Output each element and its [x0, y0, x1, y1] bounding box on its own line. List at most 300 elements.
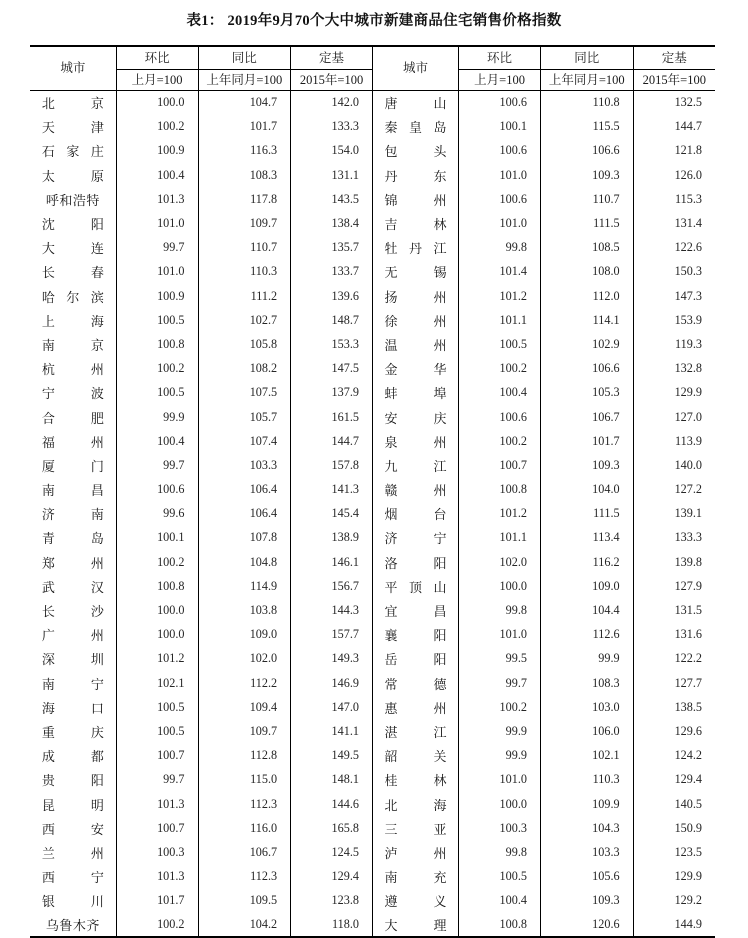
city-name: 三亚: [372, 816, 458, 840]
header-base-tb-right: 上年同月=100: [540, 70, 633, 91]
value-hb: 100.5: [459, 332, 541, 356]
value-hb: 100.8: [116, 574, 198, 598]
value-dj: 147.3: [633, 284, 715, 308]
table-row: [30, 405, 715, 429]
city-name: 无锡: [372, 260, 458, 284]
value-hb: 100.4: [116, 163, 198, 187]
value-tb: 117.8: [198, 187, 291, 211]
value-hb: 100.8: [459, 913, 541, 937]
value-hb: 100.7: [116, 816, 198, 840]
value-dj: 139.1: [633, 502, 715, 526]
value-hb: 100.4: [459, 889, 541, 913]
value-tb: 114.9: [198, 574, 291, 598]
value-hb: 100.5: [116, 695, 198, 719]
page-title: 表1： 2019年9月70个大中城市新建商品住宅销售价格指数: [186, 13, 562, 29]
city-name: 长沙: [41, 604, 104, 620]
table-row: [30, 647, 715, 671]
value-hb: 99.7: [116, 236, 198, 260]
table-row: [30, 429, 715, 453]
value-hb: 99.9: [459, 744, 541, 768]
value-hb: 100.2: [116, 550, 198, 574]
value-tb: 111.5: [540, 211, 633, 235]
value-tb: 103.3: [198, 453, 291, 477]
value-hb: 100.2: [116, 357, 198, 381]
value-dj: 145.4: [291, 502, 373, 526]
value-dj: 153.3: [291, 332, 373, 356]
value-tb: 115.0: [198, 768, 291, 792]
city-name: 温州: [372, 332, 458, 356]
value-dj: 144.3: [291, 598, 373, 622]
value-hb: 100.0: [116, 91, 198, 115]
city-name: 西宁: [41, 870, 104, 886]
value-dj: 124.2: [633, 744, 715, 768]
value-hb: 101.1: [459, 308, 541, 332]
value-tb: 106.7: [540, 405, 633, 429]
value-tb: 116.0: [198, 816, 291, 840]
value-tb: 102.9: [540, 332, 633, 356]
value-tb: 106.4: [198, 502, 291, 526]
table-row: [30, 332, 715, 356]
value-dj: 153.9: [633, 308, 715, 332]
value-dj: 141.3: [291, 478, 373, 502]
value-tb: 103.8: [198, 598, 291, 622]
value-hb: 100.4: [116, 429, 198, 453]
value-hb: 100.6: [459, 187, 541, 211]
value-hb: 101.0: [459, 768, 541, 792]
city-name: 锦州: [372, 187, 458, 211]
value-dj: 144.9: [633, 913, 715, 937]
value-dj: 144.6: [291, 792, 373, 816]
value-dj: 133.3: [633, 526, 715, 550]
city-name: 安庆: [372, 405, 458, 429]
value-tb: 112.2: [198, 671, 291, 695]
value-dj: 127.0: [633, 405, 715, 429]
value-tb: 112.6: [540, 623, 633, 647]
value-tb: 105.3: [540, 381, 633, 405]
value-tb: 109.0: [540, 574, 633, 598]
city-name: 太原: [41, 168, 104, 184]
value-dj: 115.3: [633, 187, 715, 211]
city-name: 石家庄: [41, 144, 104, 160]
table-row: [30, 502, 715, 526]
value-dj: 154.0: [291, 139, 373, 163]
value-dj: 132.8: [633, 357, 715, 381]
city-name: 上海: [41, 313, 104, 329]
header-base-hb-left: 上月=100: [116, 70, 198, 91]
value-dj: 123.5: [633, 840, 715, 864]
value-dj: 146.9: [291, 671, 373, 695]
city-name: 宁波: [41, 386, 104, 402]
city-name: 成都: [41, 749, 104, 765]
value-hb: 101.7: [116, 889, 198, 913]
value-dj: 140.0: [633, 453, 715, 477]
value-tb: 109.4: [198, 695, 291, 719]
value-hb: 100.2: [116, 913, 198, 937]
value-hb: 101.0: [459, 211, 541, 235]
value-tb: 112.0: [540, 284, 633, 308]
table-row: [30, 671, 715, 695]
city-name: 徐州: [372, 308, 458, 332]
city-name: 烟台: [372, 502, 458, 526]
city-name: 兰州: [41, 845, 104, 861]
city-name: 哈尔滨: [41, 289, 104, 305]
value-tb: 109.3: [540, 889, 633, 913]
value-hb: 101.4: [459, 260, 541, 284]
city-name: 遵义: [372, 889, 458, 913]
value-tb: 109.0: [198, 623, 291, 647]
value-dj: 139.8: [633, 550, 715, 574]
value-hb: 100.5: [116, 308, 198, 332]
value-hb: 99.7: [459, 671, 541, 695]
city-name: 金华: [372, 357, 458, 381]
value-tb: 111.2: [198, 284, 291, 308]
value-dj: 118.0: [291, 913, 373, 937]
value-dj: 113.9: [633, 429, 715, 453]
value-hb: 100.0: [116, 598, 198, 622]
table-row: [30, 598, 715, 622]
value-dj: 138.9: [291, 526, 373, 550]
value-tb: 104.2: [198, 913, 291, 937]
header-base-hb-right: 上月=100: [459, 70, 541, 91]
table-body: [30, 91, 715, 938]
city-name: 海口: [41, 700, 104, 716]
value-hb: 100.9: [116, 284, 198, 308]
value-hb: 100.8: [116, 332, 198, 356]
value-tb: 104.7: [198, 91, 291, 115]
city-name: 洛阳: [372, 550, 458, 574]
table-row: [30, 91, 715, 115]
value-dj: 135.7: [291, 236, 373, 260]
value-tb: 107.8: [198, 526, 291, 550]
value-dj: 132.5: [633, 91, 715, 115]
header-group-dj-left: 定基: [291, 47, 373, 70]
value-hb: 99.7: [116, 768, 198, 792]
value-tb: 106.7: [198, 840, 291, 864]
value-hb: 99.6: [116, 502, 198, 526]
value-tb: 106.6: [540, 357, 633, 381]
value-hb: 101.0: [459, 623, 541, 647]
city-name: 银川: [41, 894, 104, 910]
value-dj: 143.5: [291, 187, 373, 211]
value-hb: 101.3: [116, 792, 198, 816]
city-name: 吉林: [372, 211, 458, 235]
city-name: 西安: [41, 821, 104, 837]
value-tb: 120.6: [540, 913, 633, 937]
value-hb: 99.8: [459, 598, 541, 622]
value-dj: 148.1: [291, 768, 373, 792]
value-hb: 99.8: [459, 236, 541, 260]
value-hb: 100.3: [459, 816, 541, 840]
value-hb: 101.2: [459, 502, 541, 526]
value-dj: 131.4: [633, 211, 715, 235]
city-name: 贵阳: [41, 773, 104, 789]
value-tb: 109.3: [540, 453, 633, 477]
value-dj: 150.3: [633, 260, 715, 284]
value-dj: 138.4: [291, 211, 373, 235]
table-row: [30, 284, 715, 308]
value-tb: 107.5: [198, 381, 291, 405]
city-name: 常德: [372, 671, 458, 695]
value-tb: 101.7: [198, 115, 291, 139]
value-hb: 101.0: [116, 260, 198, 284]
city-name: 赣州: [372, 478, 458, 502]
value-tb: 104.3: [540, 816, 633, 840]
value-dj: 131.1: [291, 163, 373, 187]
value-tb: 101.7: [540, 429, 633, 453]
table-row: [30, 550, 715, 574]
city-name: 蚌埠: [372, 381, 458, 405]
city-name: 北京: [41, 96, 104, 112]
value-dj: 121.8: [633, 139, 715, 163]
value-dj: 147.5: [291, 357, 373, 381]
value-dj: 129.2: [633, 889, 715, 913]
value-tb: 103.0: [540, 695, 633, 719]
value-dj: 150.9: [633, 816, 715, 840]
city-name: 济南: [41, 507, 104, 523]
value-dj: 149.5: [291, 744, 373, 768]
value-hb: 100.7: [116, 744, 198, 768]
value-dj: 144.7: [291, 429, 373, 453]
table-row: [30, 308, 715, 332]
value-hb: 100.1: [116, 526, 198, 550]
value-hb: 99.5: [459, 647, 541, 671]
value-tb: 107.4: [198, 429, 291, 453]
value-dj: 124.5: [291, 840, 373, 864]
city-name: 天津: [41, 120, 104, 136]
value-dj: 129.6: [633, 719, 715, 743]
city-name: 大连: [41, 241, 104, 257]
value-hb: 100.0: [459, 792, 541, 816]
table-row: [30, 768, 715, 792]
value-dj: 142.0: [291, 91, 373, 115]
header-group-hb-right: 环比: [459, 47, 541, 70]
value-tb: 108.0: [540, 260, 633, 284]
value-hb: 100.1: [459, 115, 541, 139]
value-tb: 106.0: [540, 719, 633, 743]
value-dj: 133.3: [291, 115, 373, 139]
city-name: 武汉: [41, 579, 104, 595]
value-dj: 127.9: [633, 574, 715, 598]
header-base-tb-left: 上年同月=100: [198, 70, 291, 91]
table-row: [30, 695, 715, 719]
value-tb: 109.5: [198, 889, 291, 913]
value-dj: 157.8: [291, 453, 373, 477]
table-row: [30, 792, 715, 816]
value-dj: 161.5: [291, 405, 373, 429]
header-city-left: 城市: [30, 47, 116, 91]
table-row: [30, 187, 715, 211]
value-hb: 101.3: [116, 865, 198, 889]
value-hb: 100.6: [116, 478, 198, 502]
value-dj: 131.5: [633, 598, 715, 622]
city-name: 郑州: [41, 555, 104, 571]
value-hb: 100.6: [459, 405, 541, 429]
price-index-table-container: [30, 45, 715, 938]
value-hb: 99.7: [116, 453, 198, 477]
value-hb: 101.2: [116, 647, 198, 671]
city-name: 泸州: [372, 840, 458, 864]
city-name: 合肥: [41, 410, 104, 426]
city-name: 大理: [372, 913, 458, 937]
header-group-tb-left: 同比: [198, 47, 291, 70]
value-dj: 131.6: [633, 623, 715, 647]
value-dj: 140.5: [633, 792, 715, 816]
value-tb: 112.3: [198, 865, 291, 889]
value-dj: 138.5: [633, 695, 715, 719]
table-row: [30, 163, 715, 187]
value-dj: 127.2: [633, 478, 715, 502]
value-hb: 100.7: [459, 453, 541, 477]
value-dj: 148.7: [291, 308, 373, 332]
value-hb: 101.0: [116, 211, 198, 235]
value-hb: 100.0: [459, 574, 541, 598]
value-hb: 100.6: [459, 139, 541, 163]
header-city-right: 城市: [372, 47, 458, 91]
value-hb: 102.1: [116, 671, 198, 695]
city-name: 泉州: [372, 429, 458, 453]
value-tb: 110.3: [198, 260, 291, 284]
value-hb: 100.6: [459, 91, 541, 115]
value-tb: 108.5: [540, 236, 633, 260]
value-dj: 165.8: [291, 816, 373, 840]
value-tb: 104.0: [540, 478, 633, 502]
value-dj: 129.9: [633, 381, 715, 405]
value-hb: 102.0: [459, 550, 541, 574]
value-tb: 115.5: [540, 115, 633, 139]
value-tb: 114.1: [540, 308, 633, 332]
value-tb: 108.2: [198, 357, 291, 381]
value-hb: 99.9: [116, 405, 198, 429]
value-tb: 104.8: [198, 550, 291, 574]
table-row: [30, 115, 715, 139]
table-row: [30, 260, 715, 284]
header-base-dj-right: 2015年=100: [633, 70, 715, 91]
value-tb: 112.8: [198, 744, 291, 768]
city-name: 宜昌: [372, 598, 458, 622]
value-dj: 122.6: [633, 236, 715, 260]
header-row-group: [30, 47, 715, 70]
value-dj: 156.7: [291, 574, 373, 598]
header-base-dj-left: 2015年=100: [291, 70, 373, 91]
value-tb: 113.4: [540, 526, 633, 550]
header-group-tb-right: 同比: [540, 47, 633, 70]
value-hb: 100.2: [459, 695, 541, 719]
city-name: 秦皇岛: [372, 115, 458, 139]
city-name: 乌鲁木齐: [45, 917, 100, 933]
city-name: 深圳: [41, 652, 104, 668]
table-row: [30, 526, 715, 550]
value-tb: 108.3: [198, 163, 291, 187]
value-tb: 102.0: [198, 647, 291, 671]
table-row: [30, 719, 715, 743]
table-row: [30, 816, 715, 840]
city-name: 平顶山: [372, 574, 458, 598]
city-name: 厦门: [41, 458, 104, 474]
value-dj: 137.9: [291, 381, 373, 405]
value-hb: 101.3: [116, 187, 198, 211]
value-tb: 110.3: [540, 768, 633, 792]
value-dj: 129.4: [291, 865, 373, 889]
table-row: [30, 840, 715, 864]
value-tb: 109.7: [198, 211, 291, 235]
city-name: 南昌: [41, 483, 104, 499]
table-row: [30, 357, 715, 381]
value-dj: 123.8: [291, 889, 373, 913]
value-dj: 146.1: [291, 550, 373, 574]
value-dj: 119.3: [633, 332, 715, 356]
table-row: [30, 865, 715, 889]
table-row: [30, 453, 715, 477]
value-hb: 100.2: [116, 115, 198, 139]
header-group-dj-right: 定基: [633, 47, 715, 70]
value-tb: 99.9: [540, 647, 633, 671]
value-dj: 144.7: [633, 115, 715, 139]
value-dj: 141.1: [291, 719, 373, 743]
value-tb: 110.7: [540, 187, 633, 211]
value-hb: 101.0: [459, 163, 541, 187]
city-name: 扬州: [372, 284, 458, 308]
table-row: [30, 478, 715, 502]
value-hb: 100.5: [459, 865, 541, 889]
value-hb: 101.2: [459, 284, 541, 308]
table-row: [30, 574, 715, 598]
value-hb: 100.0: [116, 623, 198, 647]
value-tb: 109.9: [540, 792, 633, 816]
header-group-hb-left: 环比: [116, 47, 198, 70]
value-hb: 100.4: [459, 381, 541, 405]
city-name: 昆明: [41, 797, 104, 813]
city-name: 南宁: [41, 676, 104, 692]
city-name: 青岛: [41, 531, 104, 547]
value-hb: 100.5: [116, 719, 198, 743]
value-tb: 102.7: [198, 308, 291, 332]
city-name: 济宁: [372, 526, 458, 550]
table-row: [30, 913, 715, 937]
value-tb: 109.7: [198, 719, 291, 743]
city-name: 九江: [372, 453, 458, 477]
value-tb: 109.3: [540, 163, 633, 187]
value-hb: 101.1: [459, 526, 541, 550]
value-tb: 105.7: [198, 405, 291, 429]
city-name: 桂林: [372, 768, 458, 792]
value-dj: 129.9: [633, 865, 715, 889]
value-dj: 149.3: [291, 647, 373, 671]
value-hb: 100.8: [459, 478, 541, 502]
city-name: 岳阳: [372, 647, 458, 671]
value-hb: 99.9: [459, 719, 541, 743]
value-hb: 100.9: [116, 139, 198, 163]
table-row: [30, 211, 715, 235]
value-dj: 127.7: [633, 671, 715, 695]
value-dj: 129.4: [633, 768, 715, 792]
value-tb: 104.4: [540, 598, 633, 622]
table-header: [30, 46, 715, 91]
value-tb: 106.4: [198, 478, 291, 502]
value-tb: 110.7: [198, 236, 291, 260]
city-name: 包头: [372, 139, 458, 163]
city-name: 南充: [372, 865, 458, 889]
value-tb: 102.1: [540, 744, 633, 768]
city-name: 湛江: [372, 719, 458, 743]
value-tb: 112.3: [198, 792, 291, 816]
value-dj: 139.6: [291, 284, 373, 308]
value-dj: 122.2: [633, 647, 715, 671]
value-hb: 100.5: [116, 381, 198, 405]
city-name: 惠州: [372, 695, 458, 719]
table-row: [30, 236, 715, 260]
value-tb: 105.8: [198, 332, 291, 356]
value-hb: 99.8: [459, 840, 541, 864]
